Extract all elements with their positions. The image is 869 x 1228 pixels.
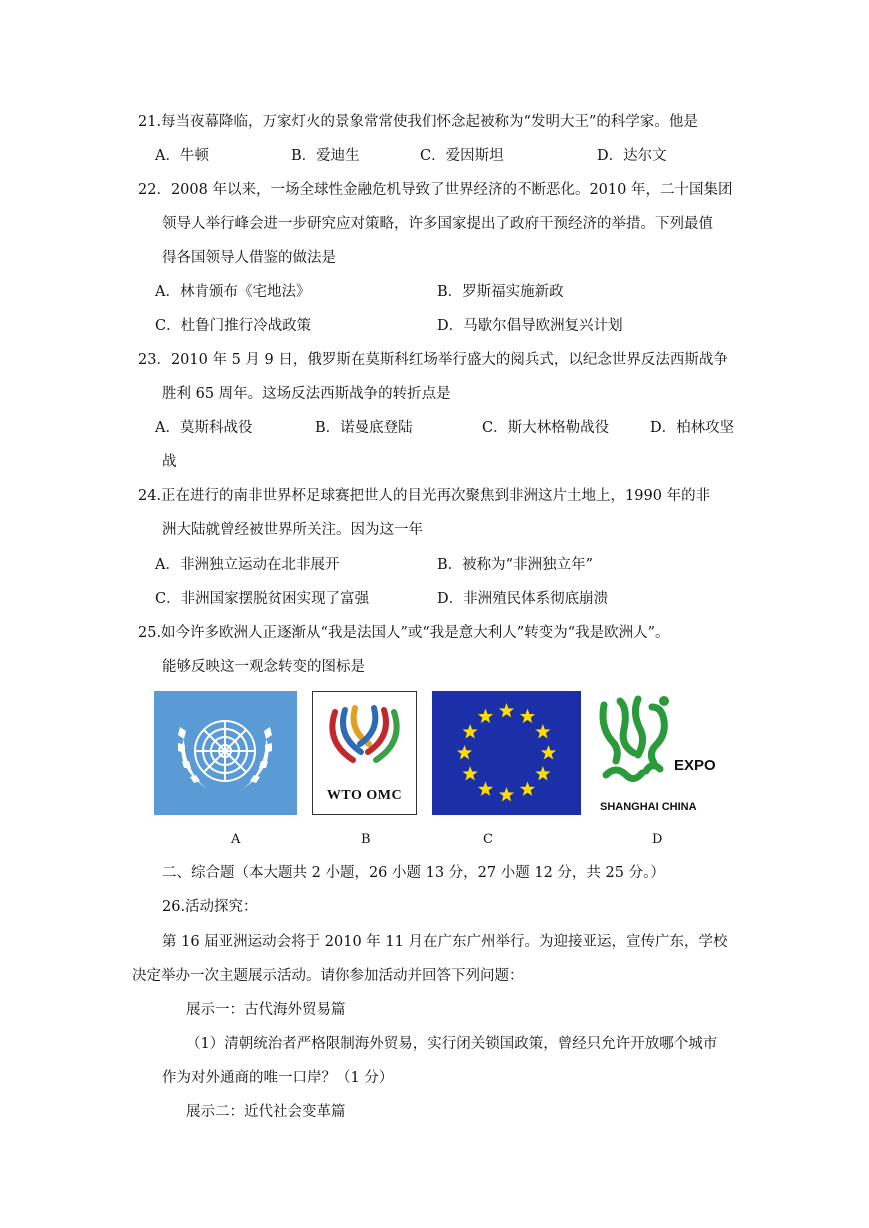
section2-heading: 二、综合题（本大题共 2 小题，26 小题 13 分，27 小题 12 分，共 25 分。）	[162, 865, 665, 881]
q26-title: 26.活动探究：	[162, 899, 258, 915]
q23-option-b: B．诺曼底登陆	[315, 420, 413, 436]
expo-location-text: SHANGHAI CHINA	[600, 801, 697, 813]
q22-option-c: C．杜鲁门推行冷战政策	[155, 318, 312, 334]
expo-text: EXPO	[674, 757, 716, 774]
q23-option-a: A．莫斯科战役	[155, 420, 253, 436]
q22-stem-3: 得各国领导人借鉴的做法是	[162, 250, 336, 266]
q24-option-c: C．非洲国家摆脱贫困实现了富强	[155, 591, 370, 607]
q22-option-b: B．罗斯福实施新政	[437, 284, 564, 300]
q21-stem: 21.每当夜幕降临，万家灯火的景象常常使我们怀念起被称为“发明大王”的科学家。他是	[138, 114, 698, 130]
q21-option-a: A．牛顿	[155, 148, 209, 164]
expo-2010-logo	[594, 691, 716, 819]
q26-intro-2: 决定举办一次主题展示活动。请你参加活动并回答下列问题：	[132, 968, 524, 984]
q25-stem-1: 25.如今许多欧洲人正逐渐从“我是法国人”或“我是意大利人”转变为“我是欧洲人”。	[138, 625, 670, 641]
eu-flag	[432, 691, 581, 815]
q21-option-c: C．爱因斯坦	[420, 148, 504, 164]
q23-option-c: C．斯大林格勒战役	[482, 420, 610, 436]
un-emblem	[154, 691, 297, 815]
expo-mascot-icon	[594, 691, 716, 791]
q22-stem-2: 领导人举行峰会进一步研究应对策略，许多国家提出了政府干预经济的举措。下列最值	[162, 216, 713, 232]
q24-option-b: B．被称为“非洲独立年”	[437, 557, 593, 573]
q26-question1-2: 作为对外通商的唯一口岸？（1 分）	[162, 1070, 394, 1086]
q25-stem-2: 能够反映这一观念转变的图标是	[162, 659, 365, 675]
q23-option-d-wrap: 战	[162, 454, 177, 470]
q22-option-d: D．马歇尔倡导欧洲复兴计划	[437, 318, 623, 334]
q23-option-d: D．柏林攻坚	[650, 420, 735, 436]
q22-option-a: A．林肯颁布《宅地法》	[155, 284, 311, 300]
q23-stem-2: 胜利 65 周年。这场反法西斯战争的转折点是	[162, 386, 451, 402]
q23-stem-1: 23．2010 年 5 月 9 日，俄罗斯在莫斯科红场举行盛大的阅兵式，以纪念世界反法西斯战争	[138, 352, 728, 368]
wto-logo-text: WTO OMC	[326, 788, 403, 803]
wto-arcs-icon	[313, 692, 416, 782]
q24-option-d: D．非洲殖民体系彻底崩溃	[437, 591, 609, 607]
logo-label-b: B	[361, 832, 371, 847]
q24-option-a: A．非洲独立运动在北非展开	[155, 557, 340, 573]
q26-question1-1: （1）清朝统治者严格限制海外贸易，实行闭关锁国政策，曾经只允许开放哪个城市	[186, 1036, 718, 1052]
q21-option-b: B．爱迪生	[291, 148, 360, 164]
q24-stem-1: 24.正在进行的南非世界杯足球赛把世人的目光再次聚焦到非洲这片土地上，1990 年的非	[138, 488, 711, 504]
q26-show1: 展示一：古代海外贸易篇	[186, 1002, 346, 1018]
logo-label-d: D	[652, 832, 663, 847]
q22-stem-1: 22．2008 年以来，一场全球性金融危机导致了世界经济的不断恶化。2010 年，二十国集团	[138, 182, 733, 198]
q26-intro-1: 第 16 届亚洲运动会将于 2010 年 11 月在广东广州举行。为迎接亚运，宣传广东，学校	[162, 934, 728, 950]
q24-stem-2: 洲大陆就曾经被世界所关注。因为这一年	[162, 522, 423, 538]
logo-label-c: C	[483, 832, 493, 847]
q26-show2: 展示二：近代社会变革篇	[186, 1104, 346, 1120]
wto-logo	[312, 691, 417, 815]
logo-label-a: A	[231, 832, 241, 847]
q21-option-d: D．达尔文	[597, 148, 667, 164]
